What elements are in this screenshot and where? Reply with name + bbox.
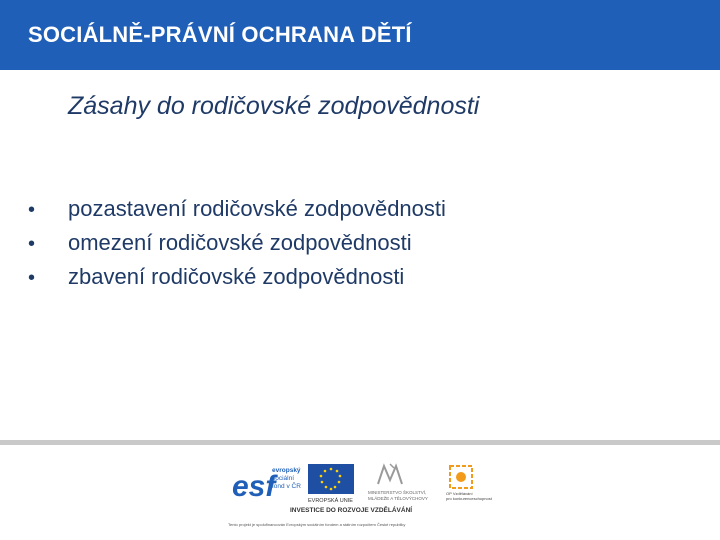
bullet-item [28, 230, 446, 264]
msmt-logo-line: MINISTERSTVO ŠKOLSTVÍ, [368, 490, 427, 495]
footer-divider [0, 440, 720, 445]
op-vk-logo [446, 466, 493, 501]
footer-logo-strip [228, 462, 498, 530]
slide-subtitle: Zásahy do rodičovské zodpovědnosti [68, 92, 480, 120]
eu-flag-logo [308, 464, 354, 504]
bullet-text: zbavení rodičovské zodpovědnosti [68, 264, 405, 289]
bullet-dot-icon: • [28, 267, 36, 289]
bullet-dot-icon: • [28, 199, 36, 221]
esf-logo-line: evropský [272, 467, 301, 474]
esf-logo-line: sociální [272, 475, 295, 482]
header-title: SOCIÁLNĚ-PRÁVNÍ OCHRANA DĚTÍ [28, 22, 412, 47]
msmt-logo [368, 464, 428, 501]
footer-banner: INVESTICE DO ROZVOJE VZDĚLÁVÁNÍ [290, 507, 413, 514]
bullet-dot-icon: • [28, 233, 36, 255]
bullet-item [28, 264, 446, 298]
op-vk-logo-line: pro konkurenceschopnost [446, 496, 492, 501]
esf-logo [230, 464, 301, 503]
msmt-logo-line: MLÁDEŽE A TĚLOVÝCHOVY [368, 496, 428, 501]
esf-logo-mark: esf [232, 470, 276, 503]
bullet-text: omezení rodičovské zodpovědnosti [68, 230, 412, 255]
eu-flag-caption: EVROPSKÁ UNIE [308, 498, 353, 504]
bullet-list [28, 196, 446, 298]
op-vk-logo-line: OP Vzdělávání [446, 491, 473, 496]
header-bar [0, 0, 720, 70]
footer-fineprint: Tento projekt je spolufinancován Evropským sociálním fondem a státním rozpočtem České republiky [228, 522, 406, 527]
bullet-text: pozastavení rodičovské zodpovědnosti [68, 196, 446, 221]
esf-logo-line: fond v ČR [272, 483, 301, 490]
bullet-item [28, 196, 446, 230]
